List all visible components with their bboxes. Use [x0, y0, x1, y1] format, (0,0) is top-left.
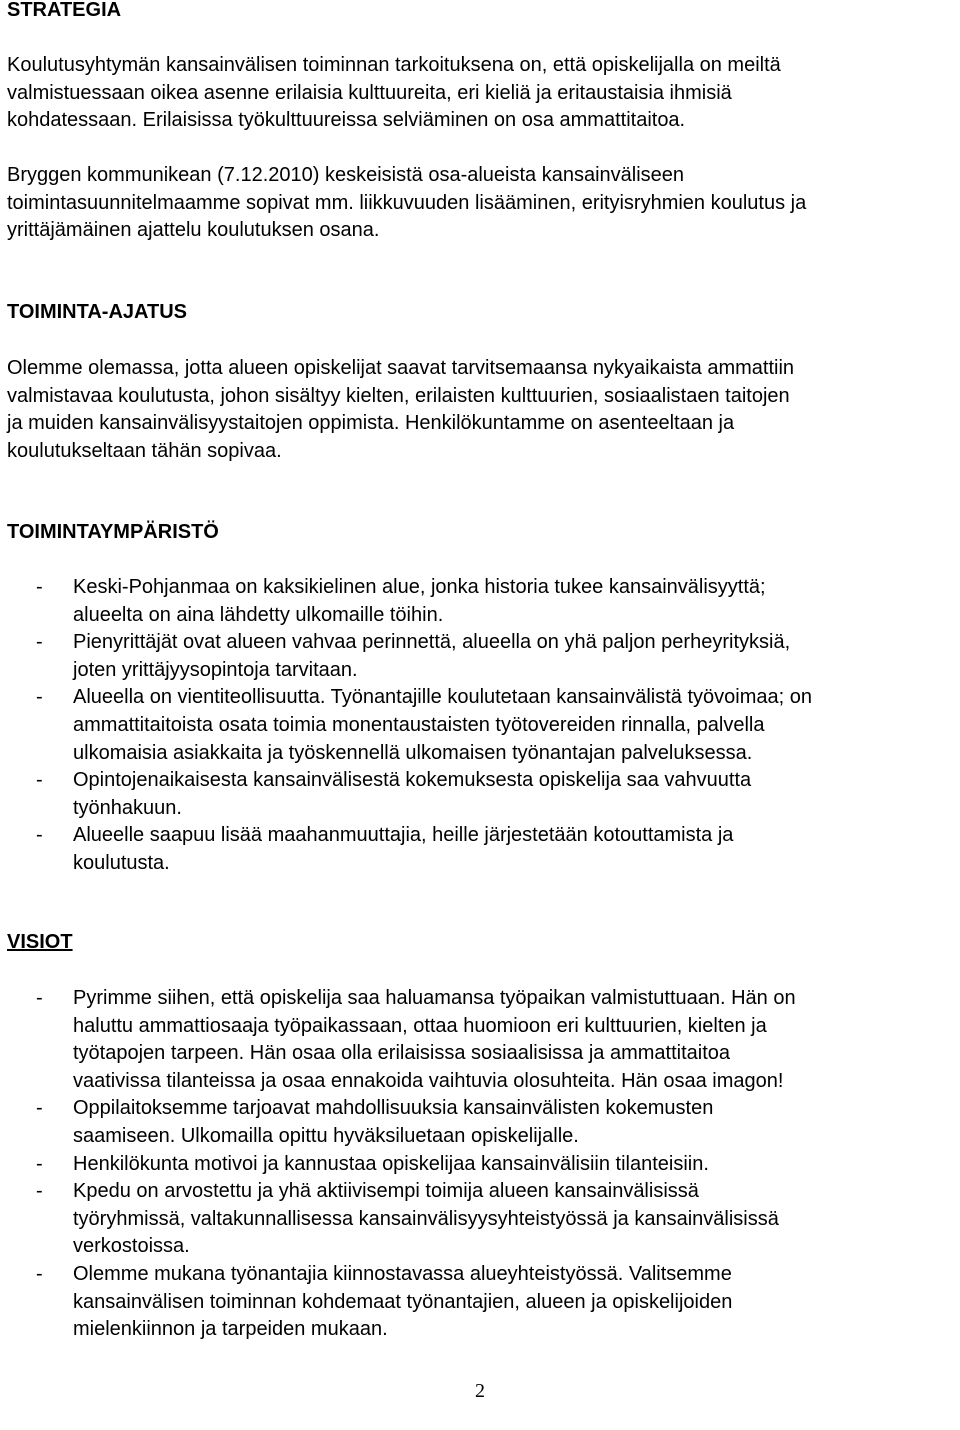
bullet-dash: - [36, 1180, 43, 1203]
bullet-dash: - [36, 631, 43, 654]
list-item [7, 985, 957, 1095]
toiminta-ajatus-paragraph: Olemme olemassa, jotta alueen opiskelijat saavat tarvitsemaansa nykyaikaista ammattiin valmistavaa koulutusta, johon sisältyy kielten, erilaisten kulttuurien, sosiaalistaen taitojen ja muiden kansainvälisyystaitojen oppimista. Henkilökuntamme on asenteeltaan ja koulutukseltaan tähän sopivaa. [7, 357, 795, 462]
list-item-text: Henkilökunta motivoi ja kannustaa opiskelijaa kansainvälisiin tilanteisiin. [73, 1152, 709, 1175]
bullet-dash: - [36, 1152, 43, 1175]
list-item-text: Alueelle saapuu lisää maahanmuuttajia, heille järjestetään kotouttamista ja koulutusta. [73, 824, 734, 874]
list-item [7, 1095, 957, 1150]
bullet-dash: - [36, 824, 43, 847]
strategia-heading: STRATEGIA [7, 0, 122, 21]
list-item [7, 1261, 957, 1344]
list-item [7, 629, 957, 684]
list-item [7, 574, 957, 629]
strategia-paragraph-1: Koulutusyhtymän kansainvälisen toiminnan tarkoituksena on, että opiskelijalla on meiltä valmistuessaan oikea asenne erilaisia kulttuureita, eri kieliä ja eritaustaisia ihmisiä kohdatessaan. Erilaisissa työkulttuureissa selviäminen on osa ammattitaitoa. [7, 54, 781, 132]
list-item-text: Pyrimme siihen, että opiskelija saa haluamansa työpaikan valmistuttuaan. Hän on haluttu ammattiosaaja työpaikassaan, ottaa huomioon eri kulttuurien, kielten ja työtapojen tarpeen. Hän osaa olla erilaisissa sosiaalisissa ja ammattitaitoa vaativissa tilanteissa ja osaa ennakoida vaihtuvia olosuhteita. Hän osaa imagon! [73, 987, 796, 1092]
bullet-dash: - [36, 686, 43, 709]
bullet-dash: - [36, 1262, 43, 1285]
list-item [7, 822, 957, 877]
list-item [7, 1178, 957, 1261]
bullet-dash: - [36, 987, 43, 1009]
list-item [7, 1151, 957, 1179]
bullet-dash: - [36, 1097, 43, 1120]
page-number: 2 [475, 1380, 485, 1402]
list-item-text: Olemme mukana työnantajia kiinnostavassa alueyhteistyössä. Valitsemme kansainvälisen toiminnan kohdemaat työnantajien, alueen ja opiskelijoiden mielenkiinnon ja tarpeiden mukaan. [73, 1262, 733, 1341]
list-item-text: Keski-Pohjanmaa on kaksikielinen alue, jonka historia tukee kansainvälisyyttä; alueelta on aina lähdetty ulkomaille töihin. [73, 576, 766, 626]
toimintaymparisto-heading: TOIMINTAYMPÄRISTÖ [7, 521, 219, 543]
bullet-dash: - [36, 576, 43, 598]
strategia-paragraph-2: Bryggen kommunikean (7.12.2010) keskeisistä osa-alueista kansainväliseen toimintasuunnitelmaamme sopivat mm. liikkuvuuden lisääminen, erityisryhmien koulutus ja yrittäjämäinen ajattelu koulutuksen osana. [7, 164, 807, 242]
list-item-text: Pienyrittäjät ovat alueen vahvaa perinnettä, alueella on yhä paljon perheyrityksiä, joten yrittäjyysopintoja tarvitaan. [73, 631, 791, 681]
list-item-text: Alueella on vientiteollisuutta. Työnantajille koulutetaan kansainvälistä työvoimaa; on ammattitaitoista osata toimia monentaustaisten työtovereiden rinnalla, palvella ulkomaisia asiakkaita ja työskennellä ulkomaisen työnantajan palveluksessa. [73, 686, 812, 764]
list-item [7, 684, 957, 767]
visiot-heading: VISIOT [7, 931, 73, 953]
visiot-list [7, 985, 957, 1344]
list-item-text: Opintojenaikaisesta kansainvälisestä kokemuksesta opiskelija saa vahvuutta työnhakuun. [73, 769, 752, 819]
toiminta-ajatus-heading: TOIMINTA-AJATUS [7, 301, 187, 323]
toimintaymparisto-list [7, 574, 957, 878]
list-item-text: Kpedu on arvostettu ja yhä aktiivisempi toimija alueen kansainvälisissä työryhmissä, valtakunnallisessa kansainvälisyysyhteistyössä ja kansainvälisissä verkostoissa. [73, 1180, 779, 1258]
bullet-dash: - [36, 769, 43, 792]
list-item [7, 767, 957, 822]
list-item-text: Oppilaitoksemme tarjoavat mahdollisuuksia kansainvälisten kokemusten saamiseen. Ulkomailla opittu hyväksiluetaan opiskelijalle. [73, 1097, 714, 1147]
